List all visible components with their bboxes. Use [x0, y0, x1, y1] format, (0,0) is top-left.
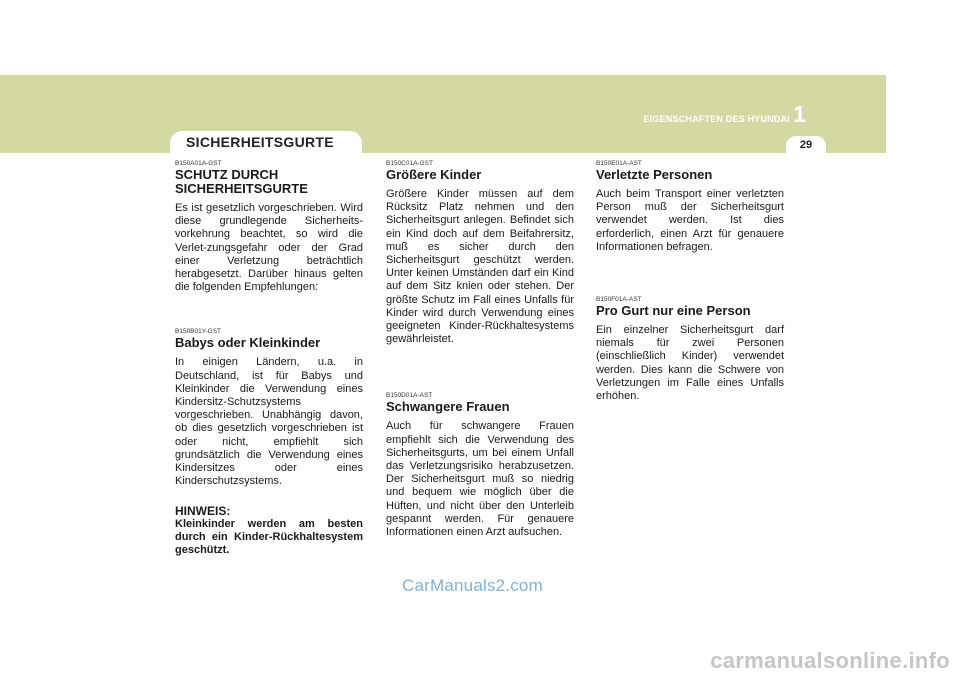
- section-heading: Schwangere Frauen: [386, 399, 510, 415]
- section-code: B150F01A-AST: [596, 296, 642, 304]
- section-heading: Größere Kinder: [386, 167, 482, 182]
- watermark-footer: carmanualsonline.info: [710, 648, 950, 673]
- column-3: [596, 160, 784, 403]
- section-code: B150C01A-GST: [386, 160, 433, 167]
- watermark-link[interactable]: CarManuals2.com: [402, 576, 543, 595]
- section-body: Größere Kinder müssen auf dem Rücksitz Platz nehmen und den Sicherheitsgurt anlegen. Befindet sich ein Kind doch auf dem Beifahrersitz, muß es sicher durch den Sicherheitsgurt geschützt werden. Unter keinen Umständen darf ein Kind auf dem Sitz knien oder stehen. Der größte Schutz im Fall eines Unfalls für Kinder wird durch Verwendung eines geeigneten Kinder-Rückhaltesystems gewährleistet.: [386, 188, 574, 346]
- section-heading: Pro Gurt nur eine Person: [596, 303, 751, 319]
- chapter-number: 1: [793, 101, 806, 127]
- section-body: Es ist gesetzlich vorgeschrieben. Wird diese grundlegende Sicherheits-vorkehrung beachtet, so wird die Verlet-zungsgefahr oder der Grad einer Verletzung beträchtlich herabgesetzt. Darüber hinaus gelten die folgenden Empfehlungen:: [175, 202, 363, 294]
- column-2: [386, 160, 574, 539]
- section-body: Ein einzelner Sicherheitsgurt darf niemals für zwei Personen (einschließlich Kinder) verwendet werden. Dies kann die Schwere von Verletzungen im Falle eines Unfalls erhöhen.: [596, 324, 784, 403]
- section-heading: Babys oder Kleinkinder: [175, 335, 321, 351]
- note-title: HINWEIS:: [175, 504, 231, 519]
- section-body: Auch beim Transport einer verletzten Person muß der Sicherheitsgurt verwendet werden. Ist dies erforderlich, einen Arzt für genauere Informationen befragen.: [596, 188, 784, 253]
- section-code: B150E01A-AST: [596, 160, 642, 167]
- section-code: B150D01A-AST: [386, 392, 433, 400]
- page-number: 29: [799, 139, 813, 151]
- section-heading: Verletzte Personen: [596, 167, 713, 182]
- section-code: B150A01A-GST: [175, 160, 222, 167]
- section-heading: SCHUTZ DURCH SICHERHEITSGURTE: [175, 167, 308, 196]
- section-body: Auch für schwangere Frauen empfiehlt sich die Verwendung des Sicherheitsgurts, um bei einem Unfall das Verletzungsrisiko herabzusetzen. Der Sicherheitsgurt muß so niedrig und bequem wie möglich über die Hüften, und nicht über den Unterleib gespannt werden. Für genauere Informationen einen Arzt aufsuchen.: [386, 420, 574, 539]
- column-1: [175, 160, 363, 557]
- section-body: In einigen Ländern, u.a. in Deutschland, ist für Babys und Kleinkinder die Verwendung eines Kindersitz-Schutzsystems vorgeschrieben. Unabhängig davon, ob dies gesetzlich vorgeschrieben ist oder nicht, empfiehlt sich grundsätzlich die Verwendung eines Kindersitzes oder eines Kinderschutzsystems.: [175, 356, 363, 488]
- section-title: SICHERHEITSGURTE: [186, 134, 334, 150]
- chapter-title: EIGENSCHAFTEN DES HYUNDAI: [643, 114, 790, 124]
- note-text: Kleinkinder werden am besten durch ein Kinder-Rückhaltesystem geschützt.: [175, 518, 363, 557]
- section-code: B150B01Y-GST: [175, 328, 222, 336]
